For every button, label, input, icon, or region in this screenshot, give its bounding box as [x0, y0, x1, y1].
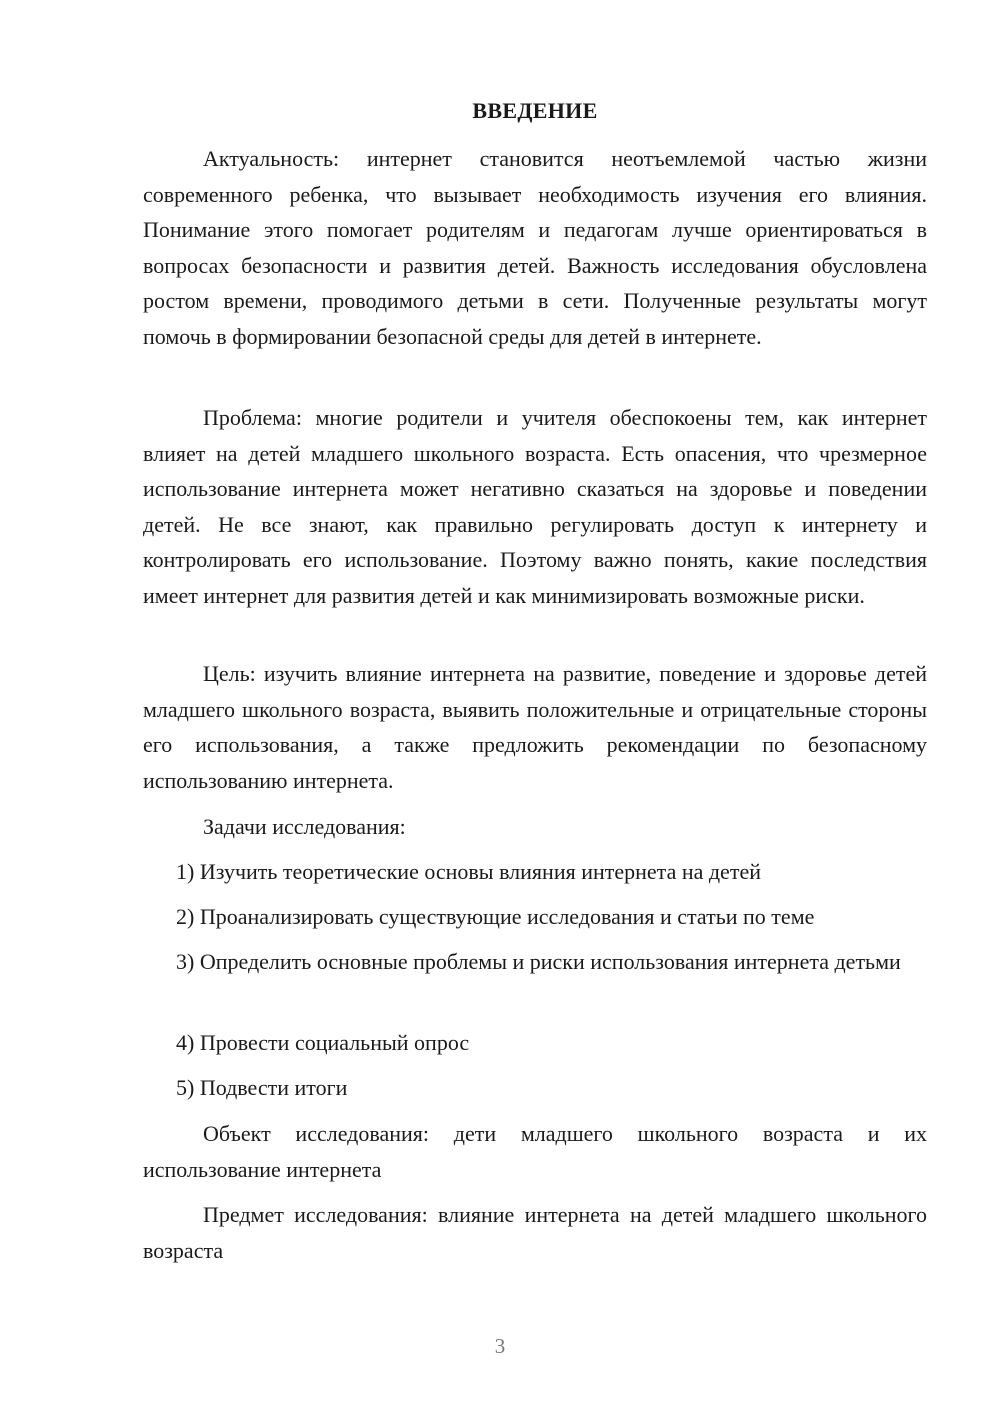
- task-item-5: 5) Подвести итоги: [176, 1075, 348, 1100]
- page-number: 3: [494, 1334, 506, 1358]
- page-title: ВВЕДЕНИЕ: [472, 98, 598, 123]
- problem-paragraph: Проблема: многие родители и учителя обеспокоены тем, как интернет влияет на детей младшего школьного возраста. Есть опасения, что чрезмерное использование интернета может негативно сказаться на здоровье и поведении детей. Не все знают, как правильно регулировать доступ к интернету и контролировать его использование. Поэтому важно понять, какие последствия имеет интернет для развития детей и как минимизировать возможные риски.: [143, 405, 927, 608]
- object-paragraph: Объект исследования: дети младшего школьного возраста и их использование интернета: [143, 1121, 927, 1182]
- task-item-3: 3) Определить основные проблемы и риски использования интернета детьми: [176, 949, 901, 974]
- task-item-4: 4) Провести социальный опрос: [176, 1030, 470, 1055]
- goal-paragraph: Цель: изучить влияние интернета на развитие, поведение и здоровье детей младшего школьного возраста, выявить положительные и отрицательные стороны его использования, а также предложить рекомендации по безопасному использованию интернета.: [143, 661, 927, 793]
- subject-paragraph: Предмет исследования: влияние интернета на детей младшего школьного возраста: [143, 1202, 927, 1263]
- tasks-heading: Задачи исследования:: [203, 814, 406, 839]
- relevance-paragraph: Актуальность: интернет становится неотъемлемой частью жизни современного ребенка, что вызывает необходимость изучения его влияния. Понимание этого помогает родителям и педагогам лучше ориентироваться в вопросах безопасности и развития детей. Важность исследования обусловлена ростом времени, проводимого детьми в сети. Полученные результаты могут помочь в формировании безопасной среды для детей в интернете.: [143, 146, 927, 349]
- task-item-1: 1) Изучить теоретические основы влияния интернета на детей: [176, 859, 761, 884]
- task-item-2: 2) Проанализировать существующие исследования и статьи по теме: [176, 904, 815, 929]
